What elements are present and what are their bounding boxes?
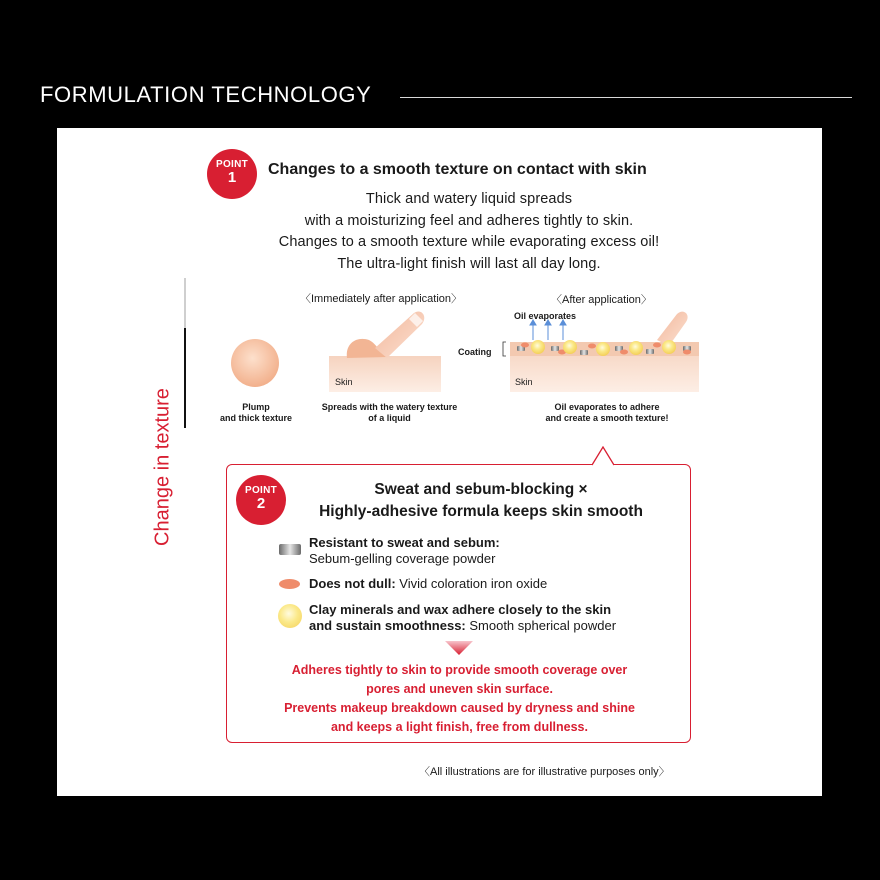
point-1-description-line: Changes to a smooth texture while evaporating excess oil!	[278, 234, 660, 250]
iron-oxide-icon	[279, 579, 300, 589]
oil-evaporates-label: Oil evaporates	[514, 311, 577, 321]
point-1-description-line: with a moisturizing feel and adheres tightly to skin.	[304, 212, 634, 229]
spreads-label	[312, 402, 467, 424]
point-2-badge-number: 2	[256, 495, 266, 512]
point-1-badge-word: POINT	[215, 159, 249, 170]
texture-illustration	[57, 128, 822, 428]
point-2-title-line: Sweat and sebum-blocking ×	[374, 481, 588, 498]
coating-label: Coating	[458, 347, 492, 357]
point-1-badge-number: 1	[227, 169, 237, 186]
point-1-description-line: Thick and watery liquid spreads	[365, 191, 573, 207]
point-2-summary	[237, 661, 682, 737]
after-caption: 〈After application〉	[551, 294, 652, 306]
adhere-label-line: and create a smooth texture!	[545, 413, 669, 423]
adhere-label	[532, 402, 682, 424]
skin-label-after: Skin	[515, 377, 533, 387]
bubble-notch	[592, 446, 614, 466]
point-2-title	[286, 479, 676, 523]
texture-change-arrow	[178, 278, 192, 428]
spherical-powder-icon	[278, 604, 302, 628]
change-in-texture-label: Change in texture	[151, 388, 174, 546]
legend-item-sphere	[309, 602, 616, 634]
legend-bold: Resistant to sweat and sebum:	[309, 535, 500, 550]
sebum-gelling-powder-icon	[279, 544, 301, 555]
summary-line: pores and uneven skin surface.	[366, 682, 553, 696]
legend-text: Vivid coloration iron oxide	[395, 576, 548, 591]
content-panel	[57, 128, 822, 796]
legend-text: Smooth spherical powder	[465, 618, 617, 633]
immediate-caption: 〈Immediately after application〉	[300, 293, 463, 305]
summary-line: Prevents makeup breakdown caused by dryness and shine	[284, 701, 635, 715]
point-1-title: Changes to a smooth texture on contact with skin	[268, 161, 647, 178]
oil-evaporation-arrows	[530, 320, 566, 340]
disclaimer: 〈All illustrations are for illustrative purposes only〉	[419, 766, 670, 778]
legend-bold: and sustain smoothness:	[309, 618, 466, 633]
legend-item-oxide	[309, 576, 547, 592]
page-title: FORMULATION TECHNOLOGY	[40, 82, 372, 107]
legend-item-powder	[309, 535, 500, 567]
point-2-badge	[236, 475, 286, 525]
chevron-down-icon	[445, 641, 473, 655]
adhere-label-line: Oil evaporates to adhere	[554, 402, 660, 412]
legend-text: Sebum-gelling coverage powder	[309, 551, 496, 566]
plump-drop-icon	[231, 339, 279, 387]
spreads-label-line: of a liquid	[368, 413, 411, 423]
plump-label-line: and thick texture	[219, 413, 293, 423]
summary-line: and keeps a light finish, free from dullness.	[330, 720, 588, 734]
header-divider	[400, 97, 852, 98]
point-1-description-line: The ultra-light finish will last all day long.	[337, 255, 601, 272]
plump-label-line: Plump	[242, 402, 270, 412]
skin-label-immediate: Skin	[335, 377, 353, 387]
plump-label	[202, 402, 310, 424]
point-2-badge-word: POINT	[244, 485, 278, 496]
point-2-title-line: Highly-adhesive formula keeps skin smooth	[319, 503, 643, 520]
legend-bold: Clay minerals and wax adhere closely to the skin	[309, 602, 612, 617]
spreads-label-line: Spreads with the watery texture	[321, 402, 458, 412]
legend-bold: Does not dull:	[309, 576, 396, 591]
summary-line: Adheres tightly to skin to provide smooth coverage over	[291, 663, 628, 677]
